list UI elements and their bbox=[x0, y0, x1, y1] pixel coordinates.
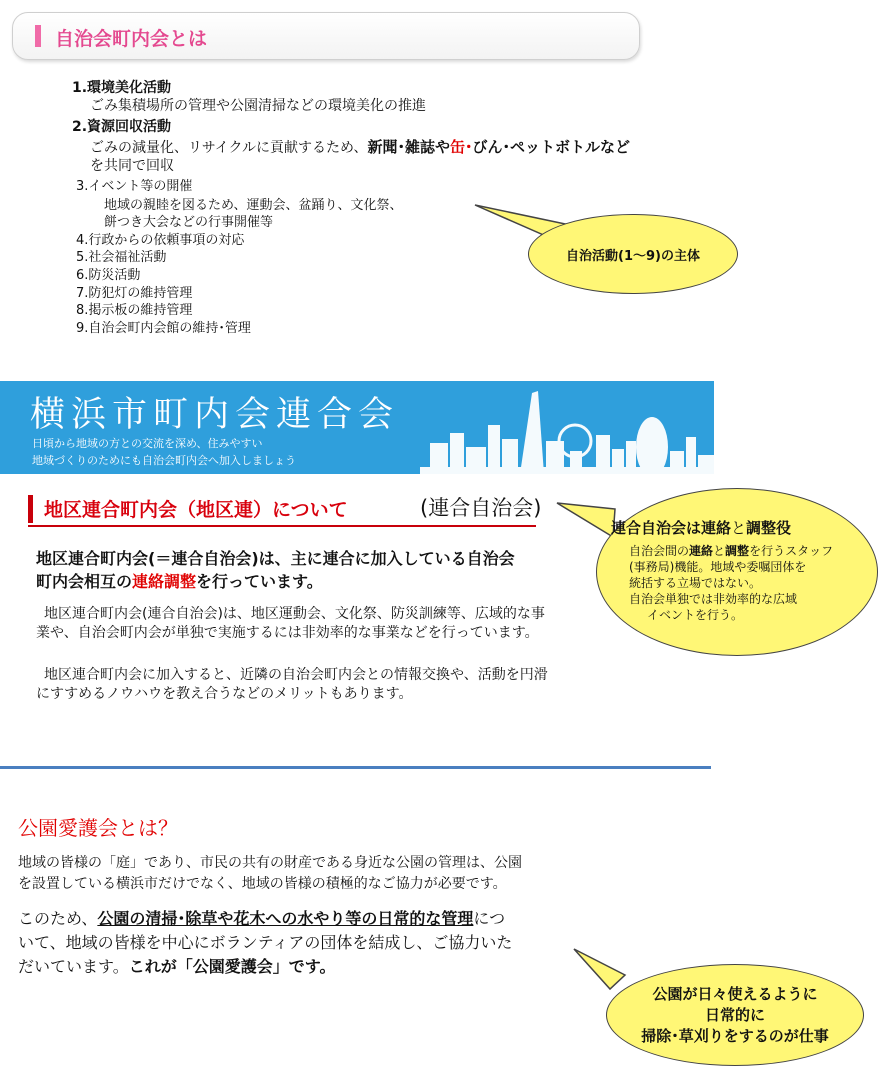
section-divider bbox=[0, 766, 711, 769]
item-8: 8.掲示板の維持管理 bbox=[76, 303, 193, 318]
header-accent-bar bbox=[35, 25, 41, 47]
section-title-jichikai: 自治会町内会とは bbox=[55, 28, 208, 50]
banner-title: 横浜市町内会連合会 bbox=[30, 395, 400, 435]
koen-para2-line3 bbox=[18, 955, 335, 979]
koen-p2a1: このため、 bbox=[18, 909, 98, 928]
callout-title-b: 連絡 bbox=[701, 519, 732, 537]
section-title-paren: (連合自治会) bbox=[420, 496, 542, 520]
item-2-desc-b2: 缶･ bbox=[450, 138, 473, 156]
callout-line-3: 統括する立場ではない。 bbox=[629, 576, 762, 590]
banner-subtitle-2: 地域づくりのためにも自治会町内会へ加入しましょう bbox=[32, 454, 296, 467]
chikuren-para2-line2: にすすめるノウハウを教え合うなどのメリットもあります。 bbox=[36, 686, 413, 702]
callout-line-5: イベントを行う。 bbox=[647, 608, 744, 622]
callout-koen-line1: 公園が日々使えるように bbox=[652, 984, 818, 1003]
callout-koen-line3: 掃除･草刈りをするのが仕事 bbox=[641, 1026, 829, 1045]
koen-para2-line1 bbox=[18, 907, 505, 931]
item-7: 7.防犯灯の維持管理 bbox=[76, 286, 193, 301]
chikuren-lead-line2 bbox=[36, 571, 323, 593]
item-9: 9.自治会町内会館の維持･管理 bbox=[76, 321, 251, 336]
callout-jichi-katsudo: 自治活動(1～9)の主体 bbox=[528, 214, 738, 294]
callout-line-1 bbox=[629, 543, 833, 559]
callout-koen-line2: 日常的に bbox=[704, 1005, 765, 1024]
callout-l1d: 調整 bbox=[725, 544, 750, 558]
callout-l1c: と bbox=[713, 544, 726, 558]
callout-l1a: 自治会間の bbox=[629, 544, 690, 558]
item-4: 4.行政からの依頼事項の対応 bbox=[76, 233, 245, 248]
chikuren-para1-line2: 業や、自治会町内会が単独で実施するには非効率的な事業などを行っています。 bbox=[36, 625, 539, 641]
callout-line-2: (事務局)機能。地域や委嘱団体を bbox=[629, 560, 807, 574]
item-1-desc: ごみ集積場所の管理や公園清掃などの環境美化の推進 bbox=[90, 98, 426, 114]
item-5: 5.社会福祉活動 bbox=[76, 250, 167, 265]
callout-l1b: 連絡 bbox=[689, 544, 714, 558]
koen-para2-line2: いて、地域の皆様を中心にボランティアの団体を結成し、ご協力いた bbox=[18, 933, 513, 952]
item-3-desc-line2: 餅つき大会などの行事開催等 bbox=[104, 215, 274, 230]
koen-p2a3: につ bbox=[473, 909, 506, 928]
callout-koen-aigokai bbox=[606, 964, 864, 1066]
item-3-title: 3.イベント等の開催 bbox=[76, 179, 193, 194]
koen-p2c1: だいています。 bbox=[18, 957, 129, 976]
section-header-chikuren bbox=[28, 489, 542, 527]
city-skyline-illustration bbox=[420, 381, 714, 474]
chikuren-lead-line1: 地区連合町内会(＝連合自治会)は、主に連合に加入している自治会 bbox=[36, 549, 515, 568]
callout-title-c: と bbox=[731, 519, 747, 537]
header-underline bbox=[28, 525, 536, 527]
item-2-desc-b3: びん･ペットボトルなど bbox=[472, 138, 631, 156]
item-2-title: 2.資源回収活動 bbox=[72, 119, 172, 135]
callout-rengo-title bbox=[611, 517, 791, 538]
item-3-desc-line1: 地域の親睦を図るため、運動会、盆踊り、文化祭、 bbox=[104, 198, 403, 213]
item-1-title: 1.環境美化活動 bbox=[72, 80, 172, 96]
banner-yokohama-rengokai bbox=[0, 381, 714, 474]
chikuren-para2-line1: 地区連合町内会に加入すると、近隣の自治会町内会との情報交換や、活動を円滑 bbox=[44, 667, 548, 683]
koen-para1-line2: を設置している横浜市だけでなく、地域の皆様の積極的なご協力が必要です。 bbox=[18, 876, 507, 892]
item-6: 6.防災活動 bbox=[76, 268, 141, 283]
chikuren-para1-line1: 地区連合町内会(連合自治会)は、地区運動会、文化祭、防災訓練等、広域的な事 bbox=[44, 606, 545, 622]
callout-rengo-body bbox=[629, 543, 833, 623]
koen-p2c2: これが「公園愛護会」です。 bbox=[128, 957, 336, 976]
callout-l1e: を行うスタッフ bbox=[749, 544, 834, 558]
section-title-chikuren: 地区連合町内会（地区連）について bbox=[44, 499, 348, 521]
item-2-desc-a: ごみの減量化、リサイクルに貢献するため、 bbox=[90, 140, 368, 156]
item-2-desc-line2: を共同で回収 bbox=[90, 158, 174, 174]
callout-line-4: 自治会単独では非効率的な広域 bbox=[629, 592, 798, 606]
koen-para1-line1: 地域の皆様の「庭」であり、市民の共有の財産である身近な公園の管理は、公園 bbox=[18, 855, 522, 871]
lead-b1: 町内会相互の bbox=[36, 572, 133, 591]
header-red-bar bbox=[28, 495, 33, 523]
item-2-desc-line1 bbox=[90, 138, 630, 157]
section-title-koen-aigokai: 公園愛護会とは？ bbox=[18, 816, 178, 840]
callout-rengo-jichikai bbox=[596, 488, 878, 656]
lead-highlight: 連絡調整 bbox=[132, 572, 197, 591]
callout-title-a: 連合自治会は bbox=[611, 519, 702, 537]
item-2-desc-b1: 新聞･雑誌や bbox=[367, 138, 450, 156]
koen-p2-emphasis: 公園の清掃･除草や花木への水やり等の日常的な管理 bbox=[97, 909, 474, 928]
banner-subtitle-1: 日頃から地域の方との交流を深め、住みやすい bbox=[32, 437, 263, 450]
section-header-jichikai bbox=[12, 12, 640, 60]
lead-b3: を行っています。 bbox=[196, 572, 323, 591]
callout-title-d: 調整役 bbox=[746, 519, 792, 537]
